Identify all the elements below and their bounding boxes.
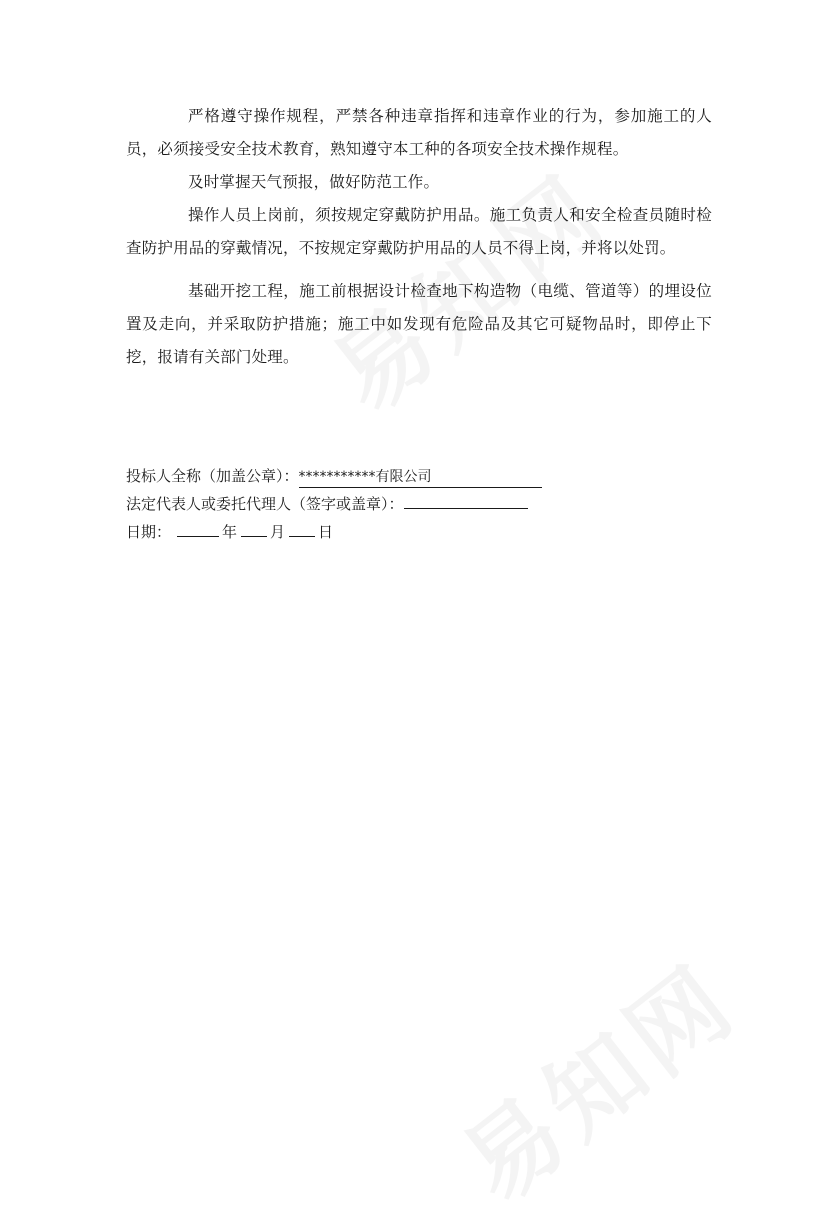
- representative-signature-field[interactable]: [404, 489, 528, 509]
- paragraph-excavation: 基础开挖工程，施工前根据设计检查地下构造物（电缆、管道等）的埋设位置及走向，并采取防护措施；施工中如发现有危险品及其它可疑物品时，即停止下挖，报请有关部门处理。: [126, 282, 712, 366]
- paragraph-protective-gear: 操作人员上岗前，须按规定穿戴防护用品。施工负责人和安全检查员随时检查防护用品的穿戴情况，不按规定穿戴防护用品的人员不得上岗，并将以处罚。: [126, 206, 712, 257]
- day-field[interactable]: [289, 517, 315, 537]
- watermark-bottom: [430, 928, 760, 1228]
- date-label: 日期：: [126, 523, 172, 541]
- bidder-row: [126, 463, 726, 489]
- bidder-label: 投标人全称（加盖公章）：: [126, 467, 299, 485]
- year-label: 年: [222, 523, 238, 541]
- year-field[interactable]: [177, 517, 219, 537]
- bidder-name-field[interactable]: ***********有限公司: [299, 468, 542, 488]
- representative-label: 法定代表人或委托代理人（签字或盖章）：: [126, 495, 404, 513]
- paragraph-operating-rules: 严格遵守操作规程，严禁各种违章指挥和违章作业的行为，参加施工的人员，必须接受安全技术教育，熟知遵守本工种的各项安全技术操作规程。: [126, 107, 712, 158]
- body-text: [126, 100, 712, 374]
- date-row: [126, 517, 726, 545]
- paragraph-weather: 及时掌握天气预报，做好防范工作。: [188, 173, 440, 191]
- month-label: 月: [270, 523, 286, 541]
- signature-block: [126, 463, 726, 545]
- month-field[interactable]: [241, 517, 267, 537]
- day-label: 日: [318, 523, 334, 541]
- representative-row: [126, 489, 726, 517]
